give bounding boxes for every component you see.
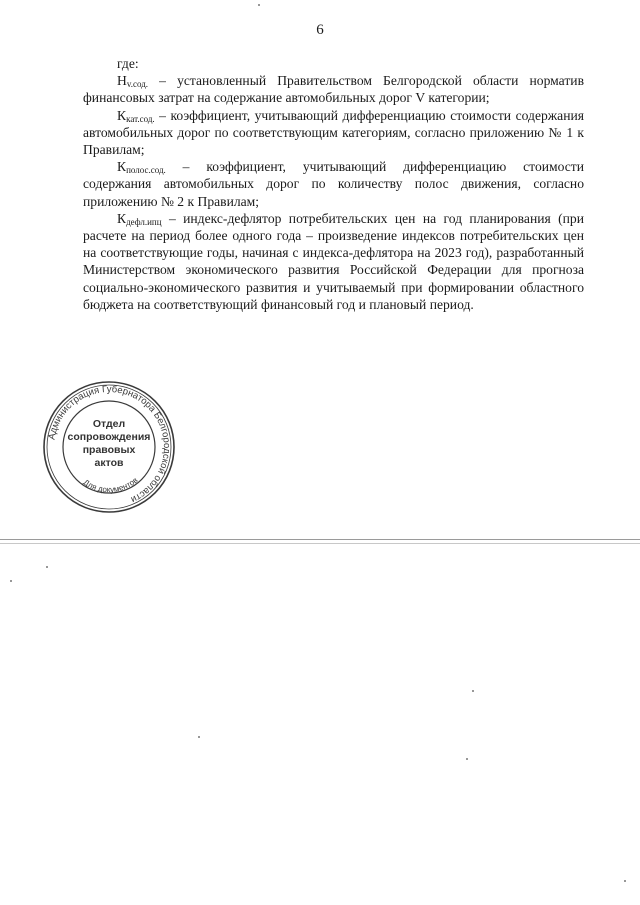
definition-subscript: полос.сод.: [126, 165, 166, 176]
intro-text: где:: [117, 56, 139, 71]
definition-paragraph: [83, 72, 584, 106]
definition-symbol: К: [117, 107, 127, 123]
definition-paragraph: [83, 210, 584, 313]
svg-text:Для документов: [82, 476, 140, 495]
scan-speck: [472, 690, 474, 692]
stamp-line: Отдел: [92, 418, 126, 430]
stamp-ring-text: Администрация Губернатора Белгородской области: [46, 383, 173, 506]
scan-speck: [46, 566, 48, 568]
scan-speck: [466, 758, 468, 760]
stamp-line: правовых: [82, 444, 136, 456]
definition-symbol: К: [117, 159, 127, 175]
stamp-line: сопровождения: [67, 431, 151, 443]
definition-subscript: v.сод.: [126, 79, 149, 90]
scan-speck: [10, 580, 12, 582]
scan-speck: [624, 880, 626, 882]
scan-fold-line: [0, 543, 640, 544]
definition-symbol: Н: [117, 73, 127, 89]
definition-paragraph: [83, 158, 584, 210]
definition-paragraph: [83, 107, 584, 159]
definition-text: – установленный Правительством Белгородской области норматив финансовых затрат на содержание автомобильных дорог V категории;: [83, 73, 584, 106]
scan-speck: [258, 4, 260, 6]
definition-text: – индекс-дефлятор потребительских цен на год планирования (при расчете на период более одного года – произведение индексов потребительских цен на соответствующие годы, начиная с индекса-дефлятора на 2023 год), разработанный Министерством экономического развития Российской Федерации для прогноза социально-экономического развития и учитываемый при формировании областного бюджета на соответствующий финансовый год и плановый период.: [83, 210, 584, 312]
definition-subscript: кат.сод.: [126, 113, 155, 124]
definition-text: – коэффициент, учитывающий дифференциацию стоимости содержания автомобильных дорог по количеству полос движения, согласно приложению № 2 к Правилам;: [83, 159, 584, 209]
stamp-center-text: [42, 418, 176, 470]
scan-speck: [198, 736, 200, 738]
page-number: 6: [316, 22, 324, 38]
stamp-line: актов: [94, 457, 124, 469]
document-body: [83, 55, 584, 313]
scan-fold-line: [0, 539, 640, 540]
definition-symbol: К: [117, 210, 127, 226]
official-stamp: [42, 380, 176, 514]
definition-subscript: дефл.ипц: [126, 216, 162, 227]
definition-text: – коэффициент, учитывающий дифференциацию стоимости содержания автомобильных дорог по соответствующим категориям, согласно приложению № 1 к Правилам;: [83, 107, 584, 158]
stamp-inner-text: Для документов: [81, 475, 140, 495]
